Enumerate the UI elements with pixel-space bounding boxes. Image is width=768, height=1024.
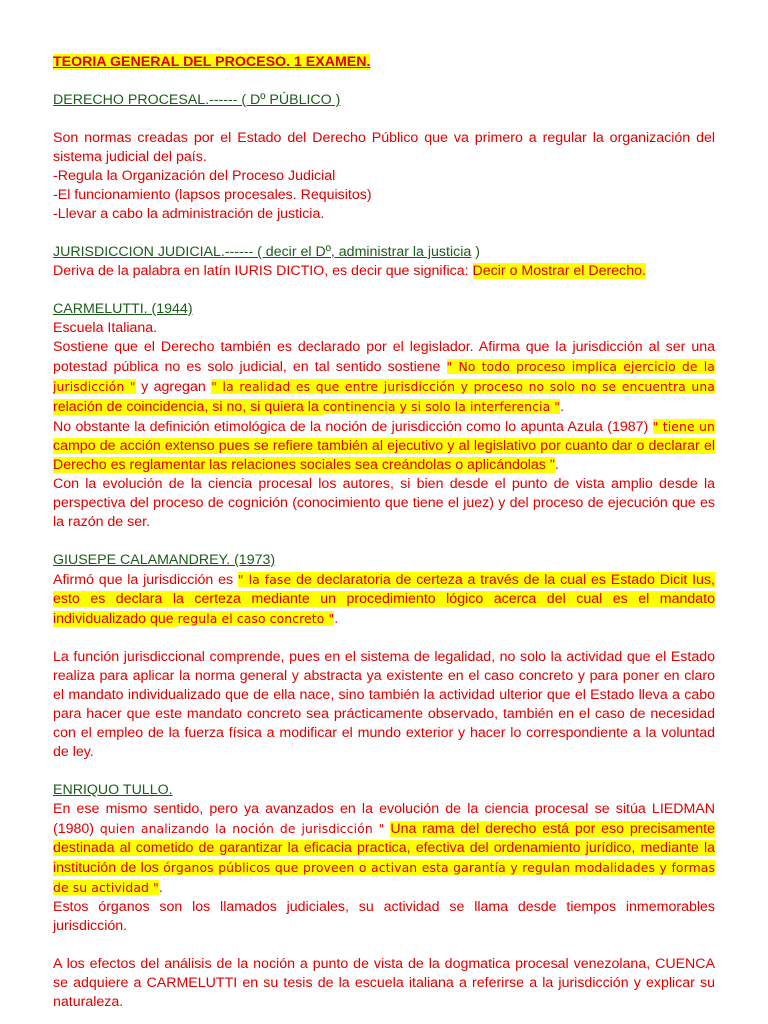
paragraph: Con la evolución de la ciencia procesal los autores, si bien desde el punto de vista amplio desde la perspectiva del proceso de cognición (conocimiento que tiene el juez) y del proceso de ejecución que es la razón de ser.: [53, 476, 715, 530]
section-heading-enriquo-tullo: ENRIQUO TULLO.: [53, 782, 173, 798]
paragraph: Sostiene que el Derecho también es declarado por el legislador. Afirma que la jurisdicción al ser una potestad pública no es solo judicial, en tal sentido sostiene " No todo proceso implica ejercicio de la jurisdicción " y agregan " la realidad es que entre jurisdicción y proceso no solo no se encuentra una relación de coincidencia, si no, si quiera la continencia y si solo la interferencia ".: [53, 339, 715, 415]
paragraph: Estos órganos son los llamados judiciales, su actividad se llama desde tiempos inmemorables jurisdicción.: [53, 899, 715, 934]
section-heading-calamandrey: GIUSEPE CALAMANDREY. (1973): [53, 552, 276, 568]
paragraph: Escuela Italiana.: [53, 320, 158, 336]
paragraph: Afirmó que la jurisdicción es " la fase de declaratoria de certeza a través de la cual es Estado Dicit Ius, esto es declara la certeza mediante un procedimiento lógico acerca del cual es el mandato individualizado que regula el caso concreto ".: [53, 572, 715, 627]
paragraph: En ese mismo sentido, pero ya avanzados en la evolución de la ciencia procesal se sitúa LIEDMAN (1980) quien analizando la noción de jurisdicción " Una rama del derecho está por eso precisamente destinada al cometido de garantizar la eficacia practica, efectiva del ordenamiento jurídico, mediante la institución de los órganos públicos que proveen o activan esta garantía y regulan modalidades y formas de su actividad ".: [53, 801, 716, 896]
section-heading-carmelutti: CARMELUTTI. (1944): [53, 301, 193, 317]
paragraph: No obstante la definición etimológica de la noción de jurisdicción como lo apunta Azula (1987) " tiene un campo de acción extenso pues se refiere también al ejecutivo y al legislativo por cuanto dar o declarar el Derecho es reglamentar las relaciones sociales sea creándolas o aplicándolas ".: [53, 419, 716, 473]
list-item: -Llevar a cabo la administración de justicia.: [53, 206, 325, 222]
paragraph: A los efectos del análisis de la noción a punto de vista de la dogmatica procesal venezolana, CUENCA se adquiere a CARMELUTTI en su tesis de la escuela italiana a referirse a la jurisdicción y explicar su naturaleza.: [53, 956, 715, 1010]
list-item: -Regula la Organización del Proceso Judicial: [53, 168, 336, 184]
document-page: [53, 53, 715, 1012]
section-heading-jurisdiccion-judicial: JURISDICCION JUDICIAL.------ ( decir el Dº, administrar la justicia ): [53, 244, 480, 260]
paragraph: La función jurisdiccional comprende, pues en el sistema de legalidad, no solo la actividad que el Estado realiza para aplicar la norma general y abstracta ya existente en el caso concreto y para poner en claro el mandato individualizado que de ella nace, sino también la actividad ulterior que el Estado lleva a cabo para hacer que este mandato concreto sea prácticamente observado, también en el caso de necesidad con el empleo de la fuerza física a modificar el mundo exterior y hacer lo correspondiente a la voluntad de ley.: [53, 649, 715, 760]
paragraph: Son normas creadas por el Estado del Derecho Público que va primero a regular la organización del sistema judicial del país.: [53, 130, 715, 165]
paragraph: Deriva de la palabra en latín IURIS DICTIO, es decir que significa: Decir o Mostrar el Derecho.: [53, 263, 646, 279]
section-heading-derecho-procesal: DERECHO PROCESAL.------ ( Dº PÚBLICO ): [53, 92, 341, 108]
list-item: -El funcionamiento (lapsos procesales. Requisitos): [53, 187, 372, 203]
document-title: TEORIA GENERAL DEL PROCESO. 1 EXAMEN.: [53, 54, 371, 70]
